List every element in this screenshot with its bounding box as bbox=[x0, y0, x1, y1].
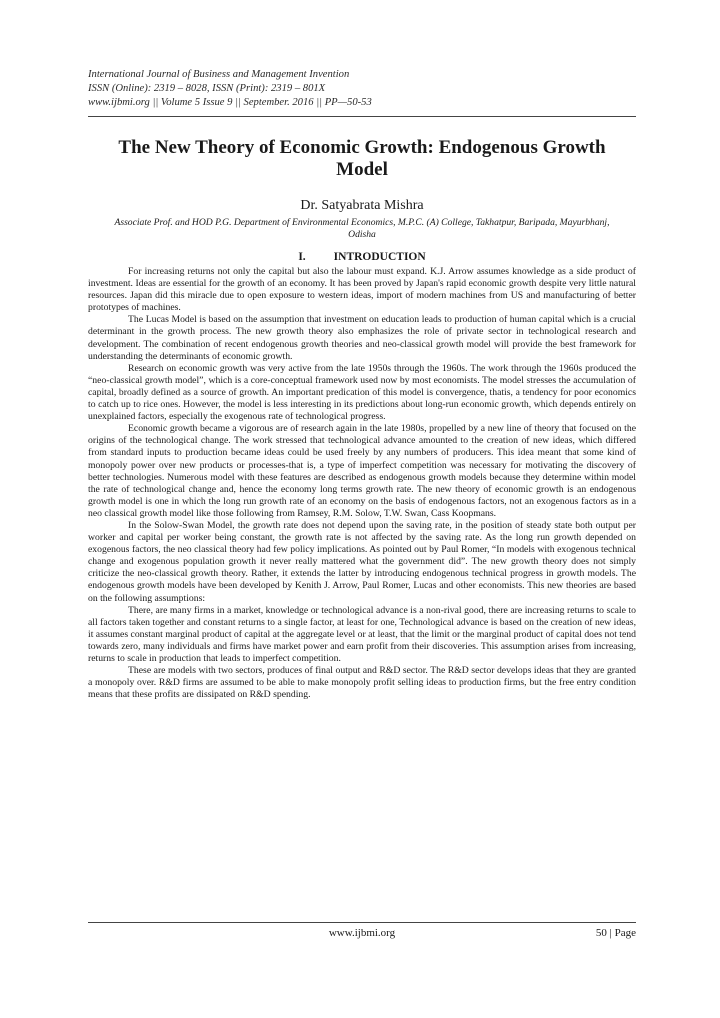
journal-header bbox=[88, 68, 636, 110]
page-footer bbox=[88, 922, 636, 945]
paragraph: The Lucas Model is based on the assumption that investment on education leads to production of human capital which is a crucial determinant in the growth process. The new growth theory also emphasizes the role of private sector in technological research and development. The combination of recent endogenous growth theories and neo-classical growth model will provide the best framework for understanding the determinants of economic growth. bbox=[88, 314, 636, 362]
paragraph: Research on economic growth was very active from the late 1950s through the 1960s. The work through the 1960s produced the “neo-classical growth model”, which is a core-conceptual framework used now by most economists. The model stresses the accumulation of capital, broadly defined as a source of growth. An important predication of this model is convergence, thatis, a tendency for poor economics to catch up to rice ones. However, the model is less interesting in its predictions about long-run economic growth, which depends entirely on unexplained factors, especially the exogenous rate of technological progress. bbox=[88, 362, 636, 423]
journal-name: International Journal of Business and Management Invention bbox=[88, 69, 350, 80]
paragraph: These are models with two sectors, produces of final output and R&D sector. The R&D sector develops ideas that they are granted a monopoly over. R&D firms are assumed to be able to make monopoly profit selling ideas to production firms, but the free entry condition means that these profits are dissipated on R&D spending. bbox=[88, 665, 636, 701]
paragraph: In the Solow-Swan Model, the growth rate does not depend upon the saving rate, in the position of steady state both output per worker and capital per worker being constant, the growth rate is not affected by the saving rate. As the long run growth depended on exogenous factors, the neo classical theory had few policy implications. As pointed out by Paul Romer, “In models with exogenous technical change and exogenous population growth it never really mattered what the government did”. The new growth theory does not simply criticize the neo-classical growth theory. Rather, it extends the latter by introducing endogenous technical progress in growth models. The endogenous growth models have been developed by Kenith J. Arrow, Paul Romer, Lucas and other economists. This new theories are based on the following assumptions: bbox=[88, 519, 636, 604]
author-name: Dr. Satyabrata Mishra bbox=[300, 198, 424, 213]
author-affiliation: Associate Prof. and HOD P.G. Department of Environmental Economics, M.P.C. (A) College, Takhatpur, Baripada, Mayurbhanj, Odisha bbox=[114, 217, 610, 240]
footer-divider bbox=[88, 922, 636, 923]
paragraph: Economic growth became a vigorous are of research again in the late 1980s, propelled by a new line of theory that focused on the origins of the technological change. The work stressed that technological advance amounted to the creation of new ideas, which differed from standard inputs to production became ideas could be used freely by any numbers of producers. This idea meant that some kind of monopoly power over new products or processes-that is, a type of imperfect competition was necessary for motivating the discovery of better technologies. Numerous model with these features are described as endogenous growth models because they determine within model the rate of technological change and, hence the economy long terms growth rate. The new theory of economic growth is an endogenous growth model is one in which the long run growth rate of an economy on the basis of endogenous factors, not an exogenous factors as in a neo classical growth model like those following from Ramsey, R.M. Solow, T.W. Swan, Cass Koopmans. bbox=[88, 423, 636, 519]
page-number: 50 | Page bbox=[595, 927, 636, 939]
paper-title: The New Theory of Economic Growth: Endogenous Growth Model bbox=[118, 137, 606, 180]
section-number: I. bbox=[298, 251, 306, 263]
paragraph: For increasing returns not only the capital but also the labour must expand. K.J. Arrow assumes knowledge as a side product of investment. Ideas are essential for the growth of an economy. It has been proved by Japan's rapid economic growth despite very little natural resources. Japan did this miracle due to open exposure to western ideas, import of modern machines from US and manufacturing of better prototypes of machines. bbox=[88, 266, 636, 314]
section-heading bbox=[88, 251, 636, 264]
body-text bbox=[88, 266, 636, 701]
paragraph: There, are many firms in a market, knowledge or technological advance is a non-rival good, there are increasing returns to scale to all factors taken together and constant returns to a single factor, at least for one, Technological advance is based on the creation of new ideas, it assumes constant marginal product of capital at the aggregate level or at least, that the limit or the marginal product of capital does not tend towards zero, many individuals and firms have market power and earn profit from their discoveries. This assumption arises from increasing, returns to scale in production that leads to imperfect competition. bbox=[88, 604, 636, 664]
footer-url: www.ijbmi.org bbox=[328, 927, 396, 939]
header-divider bbox=[88, 116, 636, 117]
section-title: INTRODUCTION bbox=[333, 251, 426, 263]
journal-volume: www.ijbmi.org || Volume 5 Issue 9 || September. 2016 || PP—50-53 bbox=[88, 97, 372, 108]
journal-issn: ISSN (Online): 2319 – 8028, ISSN (Print): 2319 – 801X bbox=[88, 83, 326, 94]
